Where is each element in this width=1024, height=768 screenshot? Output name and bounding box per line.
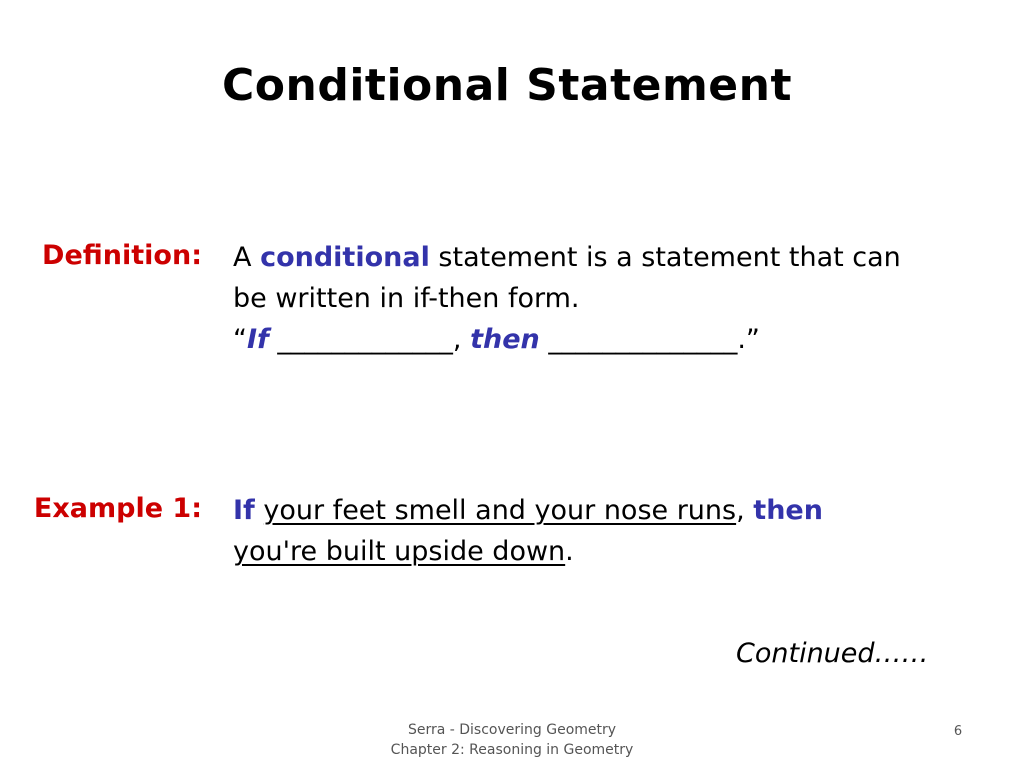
- page-number: 6: [953, 724, 963, 739]
- example-then-keyword: then: [753, 495, 823, 526]
- conditional-keyword: conditional: [260, 242, 430, 273]
- if-then-template: [233, 319, 1013, 360]
- definition-line-1: [233, 237, 1013, 278]
- example-label: Example 1:: [33, 493, 202, 524]
- example-comma: ,: [736, 495, 745, 526]
- template-then-keyword: then: [470, 324, 540, 355]
- definition-label: Definition:: [42, 240, 202, 271]
- footer-line-1: Serra - Discovering Geometry: [407, 722, 617, 738]
- example-conclusion: you're built upside down: [233, 536, 566, 567]
- example-period: .: [565, 536, 574, 567]
- definition-prefix: A: [233, 242, 261, 273]
- template-blank-conclusion: ______________.”: [539, 324, 760, 355]
- template-if-keyword: If: [247, 324, 269, 355]
- template-blank-hypothesis: _____________,: [268, 324, 462, 355]
- slide-title: Conditional Statement: [221, 60, 793, 111]
- footer-line-2: Chapter 2: Reasoning in Geometry: [390, 742, 634, 758]
- definition-line-2: be written in if-then form.: [233, 283, 580, 314]
- slide-footer: [312, 720, 712, 760]
- example-hypothesis: your feet smell and your nose runs: [263, 495, 737, 526]
- example-if-keyword: If: [233, 495, 255, 526]
- template-open-quote: “: [233, 324, 247, 355]
- example-line-2: [233, 531, 1013, 572]
- example-line-1: [233, 490, 1013, 531]
- continued-text: Continued……: [736, 638, 929, 669]
- definition-text: [233, 237, 1013, 360]
- example-text: [233, 490, 1013, 572]
- definition-suffix: statement is a statement that can: [429, 242, 901, 273]
